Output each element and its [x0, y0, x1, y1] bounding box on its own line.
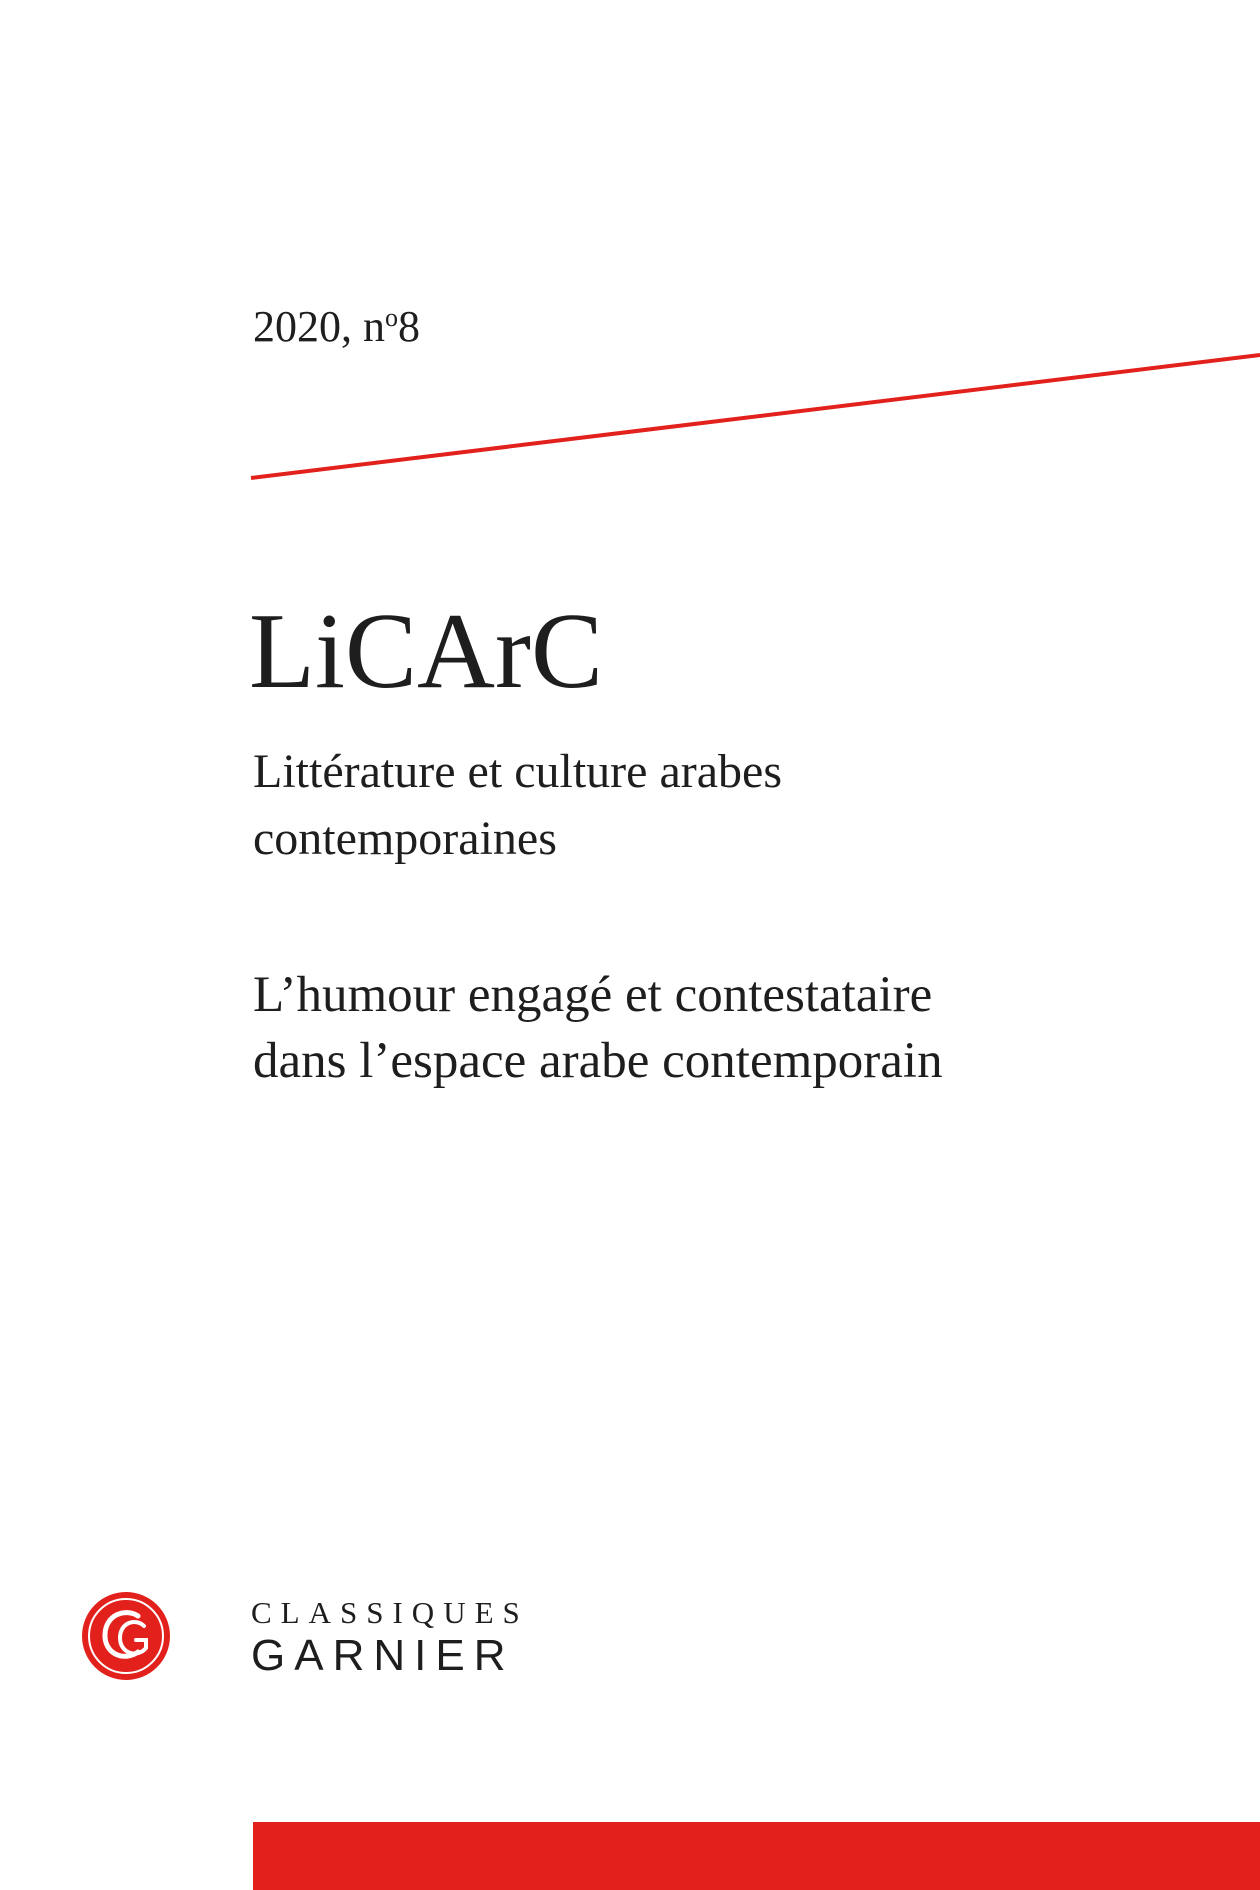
issue-number-value: 8 [398, 302, 420, 351]
issue-theme [253, 962, 1213, 1094]
publisher-wordmark [251, 1596, 529, 1680]
bottom-red-bar [253, 1822, 1260, 1890]
issue-number-superscript: o [385, 303, 398, 332]
publisher-line-classiques: CLASSIQUES [251, 1595, 529, 1630]
classiques-garnier-logo-icon [80, 1590, 172, 1682]
issue-theme-line-2: dans l’espace arabe contemporain [253, 1033, 943, 1089]
issue-theme-line-1: L’humour engagé et contestataire [253, 967, 933, 1023]
journal-title: LiCArC [249, 592, 604, 711]
diagonal-red-rule [0, 0, 1260, 500]
publisher-line-garnier: GARNIER [251, 1631, 515, 1680]
issue-year: 2020, n [253, 302, 385, 351]
journal-subtitle-line-1: Littérature et culture arabes [253, 745, 783, 798]
journal-subtitle-line-2: contemporaines [253, 812, 557, 865]
journal-subtitle [253, 738, 1153, 872]
